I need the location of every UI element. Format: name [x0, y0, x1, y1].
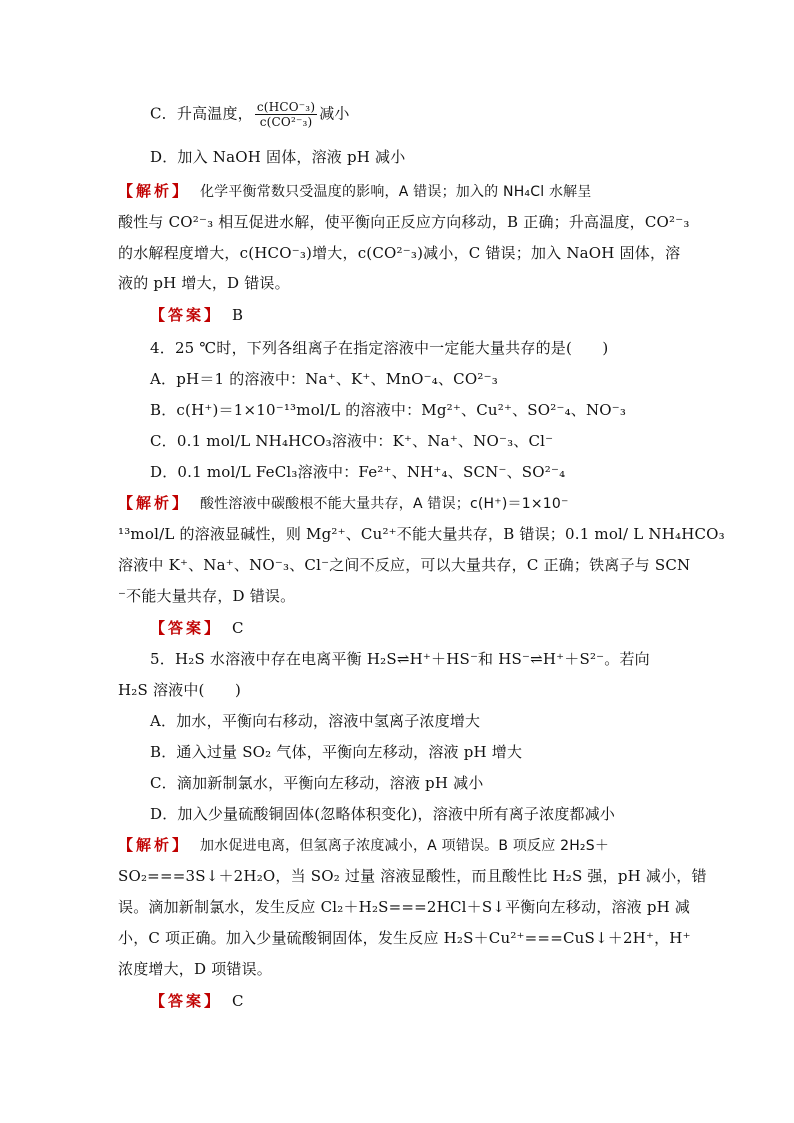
q5-answer: 【答案】 C — [150, 992, 244, 1010]
q3-answer: 【答案】 B — [150, 306, 244, 324]
q3-analysis-line4: 液的 pH 增大，D 错误。 — [118, 274, 290, 292]
q4-analysis-line1: 【解析】 酸性溶液中碳酸根不能大量共存，A 错误；c(H⁺)＝1×10⁻ — [118, 494, 569, 512]
q5-option-b: B．通入过量 SO₂ 气体，平衡向左移动，溶液 pH 增大 — [150, 743, 523, 761]
q5-option-d: D．加入少量硫酸铜固体(忽略体积变化)，溶液中所有离子浓度都减小 — [150, 805, 616, 823]
q4-option-c: C．0.1 mol/L NH₄HCO₃溶液中：K⁺、Na⁺、NO⁻₃、Cl⁻ — [150, 432, 554, 450]
q4-analysis-line2: ¹³mol/L 的溶液显碱性，则 Mg²⁺、Cu²⁺不能大量共存，B 错误；0.1 mol/ L NH₄HCO₃ — [118, 525, 725, 543]
q4-analysis-line4: ⁻不能大量共存，D 错误。 — [118, 587, 296, 605]
q3-analysis-line2: 酸性与 CO²⁻₃ 相互促进水解，使平衡向正反应方向移动，B 正确；升高温度，CO²⁻₃ — [118, 213, 690, 231]
analysis-tag: 【解析】 — [118, 182, 191, 200]
q5-stem-line1: 5．H₂S 水溶液中存在电离平衡 H₂S⇌H⁺＋HS⁻和 HS⁻⇌H⁺＋S²⁻。若向 — [150, 650, 650, 668]
q4-analysis-line3: 溶液中 K⁺、Na⁺、NO⁻₃、Cl⁻之间不反应，可以大量共存，C 正确；铁离子与 SCN — [118, 556, 691, 574]
q4-option-d: D．0.1 mol/L FeCl₃溶液中：Fe²⁺、NH⁺₄、SCN⁻、SO²⁻₄ — [150, 463, 566, 481]
q4-option-b: B．c(H⁺)＝1×10⁻¹³mol/L 的溶液中：Mg²⁺、Cu²⁺、SO²⁻₄、NO⁻₃ — [150, 401, 627, 419]
q3-option-c-fraction: $\frac{\text{c(HCO⁻₃)}}{\text{c(CO²⁻₃)}}$ — [256, 100, 316, 129]
q5-option-a: A．加水，平衡向右移动，溶液中氢离子浓度增大 — [150, 712, 481, 730]
analysis-tag: 【解析】 — [118, 494, 191, 512]
answer-tag: 【答案】 — [150, 992, 223, 1010]
q5-analysis-line1: 【解析】 加水促进电离，但氢离子浓度减小，A 项错误。B 项反应 2H₂S＋ — [118, 836, 610, 854]
q3-analysis-line3: 的水解程度增大，c(HCO⁻₃)增大，c(CO²⁻₃)减小，C 错误；加入 NaOH 固体，溶 — [118, 244, 681, 262]
answer-tag: 【答案】 — [150, 306, 223, 324]
q5-analysis-line2: SO₂===3S↓＋2H₂O，当 SO₂ 过量 溶液显酸性，而且酸性比 H₂S 强，pH 减小，错 — [118, 867, 707, 885]
q3-option-d: D．加入 NaOH 固体，溶液 pH 减小 — [150, 148, 406, 166]
q4-answer: 【答案】 C — [150, 619, 244, 637]
analysis-tag: 【解析】 — [118, 836, 191, 854]
q3-option-c: C．升高温度， $\frac{\text{c(HCO⁻₃)}}{\text{c(CO²⁻₃)}}$ 减小 — [150, 100, 350, 129]
q5-analysis-line5: 浓度增大，D 项错误。 — [118, 960, 272, 978]
q5-option-c: C．滴加新制氯水，平衡向左移动，溶液 pH 减小 — [150, 774, 484, 792]
q5-analysis-line3: 误。滴加新制氯水，发生反应 Cl₂＋H₂S===2HCl＋S↓平衡向左移动，溶液 pH 减 — [118, 898, 691, 916]
q4-option-a: A．pH＝1 的溶液中：Na⁺、K⁺、MnO⁻₄、CO²⁻₃ — [150, 370, 498, 388]
q3-analysis-line1: 【解析】 化学平衡常数只受温度的影响，A 错误；加入的 NH₄Cl 水解呈 — [118, 182, 592, 200]
answer-tag: 【答案】 — [150, 619, 223, 637]
q5-analysis-line4: 小，C 项正确。加入少量硫酸铜固体，发生反应 H₂S＋Cu²⁺===CuS↓＋2H⁺，H⁺ — [118, 929, 691, 947]
q4-stem: 4．25 ℃时，下列各组离子在指定溶液中一定能大量共存的是( ) — [150, 339, 609, 357]
q5-stem-line2: H₂S 溶液中( ) — [118, 681, 242, 699]
